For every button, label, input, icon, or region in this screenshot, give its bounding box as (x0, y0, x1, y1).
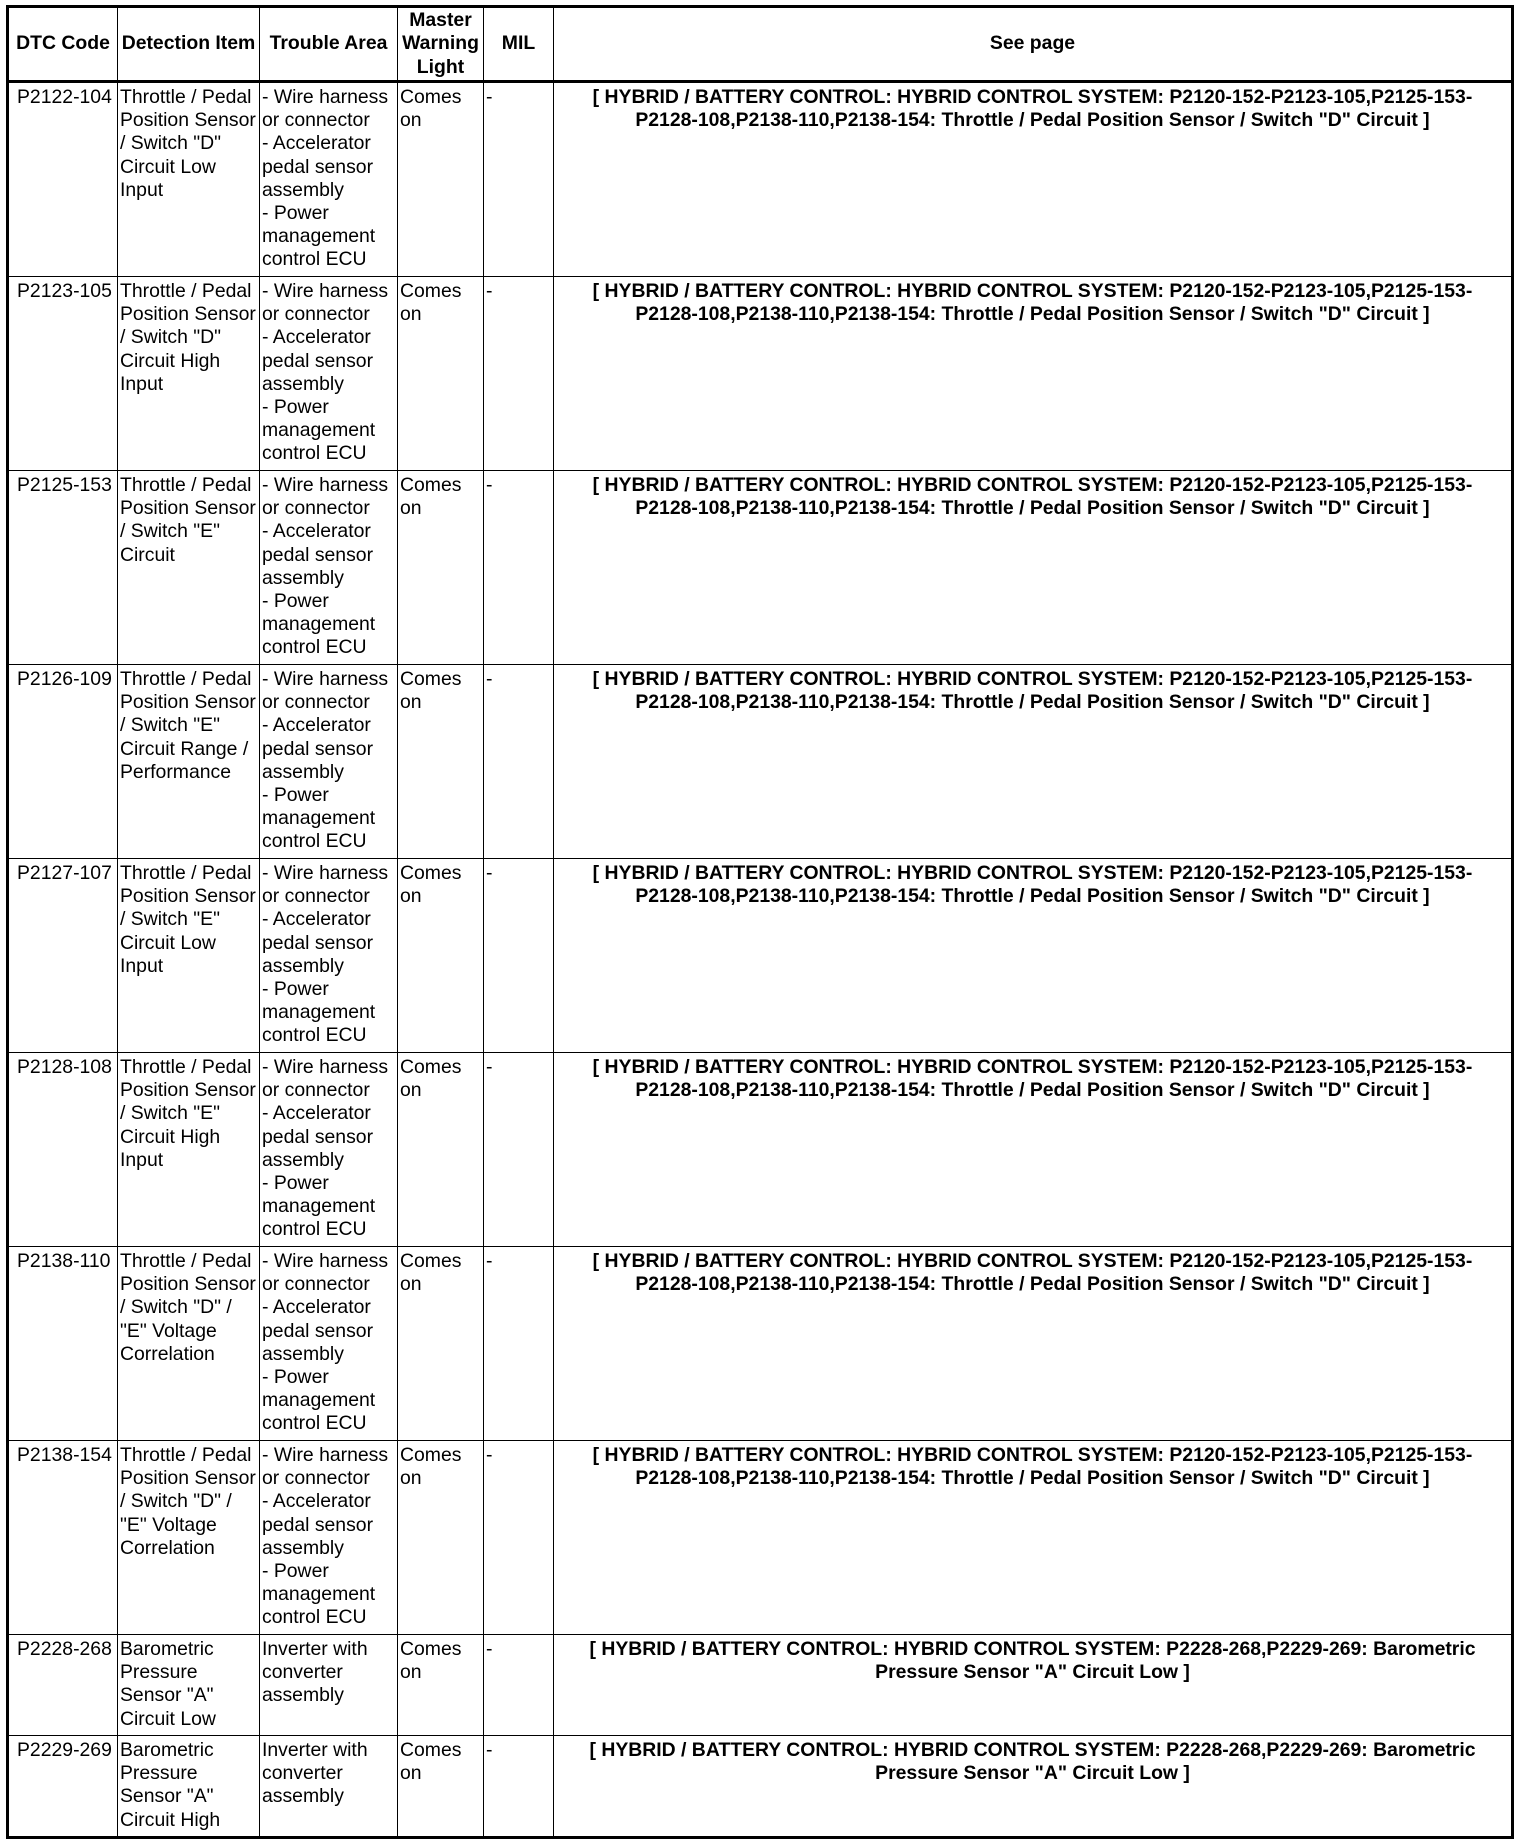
detection-item-cell: Barometric Pressure Sensor "A" Circuit High (118, 1736, 260, 1838)
see-page-cell: [ HYBRID / BATTERY CONTROL: HYBRID CONTROL SYSTEM: P2120-152-P2123-105,P2125-153-P2128-108,P2138-110,P2138-154: Throttle / Pedal Position Sensor / Switch "D" Circuit ] (554, 1441, 1513, 1635)
table-body (8, 82, 1513, 1838)
table-row (8, 1736, 1513, 1838)
master-warning-cell: Comes on (398, 277, 484, 471)
see-page-cell: [ HYBRID / BATTERY CONTROL: HYBRID CONTROL SYSTEM: P2120-152-P2123-105,P2125-153-P2128-108,P2138-110,P2138-154: Throttle / Pedal Position Sensor / Switch "D" Circuit ] (554, 277, 1513, 471)
trouble-area-cell (260, 1053, 398, 1247)
mil-cell: - (484, 471, 554, 665)
master-warning-cell: Comes on (398, 471, 484, 665)
mil-cell: - (484, 277, 554, 471)
trouble-area-line: - Power management control ECU (262, 202, 376, 271)
trouble-area-line: Inverter with converter assembly (262, 1739, 368, 1808)
master-warning-cell: Comes on (398, 1247, 484, 1441)
trouble-area-line: - Wire harness or connector (262, 1056, 389, 1102)
trouble-area-cell (260, 859, 398, 1053)
trouble-area-line: - Power management control ECU (262, 978, 376, 1047)
dtc-code-cell: P2125-153 (8, 471, 118, 665)
table-row (8, 859, 1513, 1053)
trouble-area-cell (260, 665, 398, 859)
trouble-area-cell (260, 1247, 398, 1441)
table-row (8, 277, 1513, 471)
trouble-area-cell (260, 471, 398, 665)
trouble-area-line: - Accelerator pedal sensor assembly (262, 326, 374, 395)
trouble-area-cell (260, 1441, 398, 1635)
trouble-area-line: - Accelerator pedal sensor assembly (262, 1296, 374, 1365)
trouble-area-cell (260, 277, 398, 471)
see-page-cell: [ HYBRID / BATTERY CONTROL: HYBRID CONTROL SYSTEM: P2120-152-P2123-105,P2125-153-P2128-108,P2138-110,P2138-154: Throttle / Pedal Position Sensor / Switch "D" Circuit ] (554, 859, 1513, 1053)
dtc-code-cell: P2127-107 (8, 859, 118, 1053)
trouble-area-line: - Wire harness or connector (262, 668, 389, 714)
master-warning-cell: Comes on (398, 1635, 484, 1736)
dtc-code-cell: P2229-269 (8, 1736, 118, 1838)
dtc-code-cell: P2128-108 (8, 1053, 118, 1247)
trouble-area-line: - Wire harness or connector (262, 862, 389, 908)
trouble-area-line: - Power management control ECU (262, 784, 376, 853)
table-row (8, 82, 1513, 277)
table-row (8, 1247, 1513, 1441)
trouble-area-line: - Wire harness or connector (262, 1444, 389, 1490)
mil-cell: - (484, 1053, 554, 1247)
mil-cell: - (484, 665, 554, 859)
see-page-cell: [ HYBRID / BATTERY CONTROL: HYBRID CONTROL SYSTEM: P2120-152-P2123-105,P2125-153-P2128-108,P2138-110,P2138-154: Throttle / Pedal Position Sensor / Switch "D" Circuit ] (554, 1247, 1513, 1441)
table-header-row (8, 7, 1513, 82)
dtc-code-cell: P2228-268 (8, 1635, 118, 1736)
dtc-code-cell: P2138-154 (8, 1441, 118, 1635)
trouble-area-line: - Power management control ECU (262, 396, 376, 465)
master-warning-cell: Comes on (398, 82, 484, 277)
table-row (8, 1441, 1513, 1635)
detection-item-cell: Barometric Pressure Sensor "A" Circuit Low (118, 1635, 260, 1736)
detection-item-cell: Throttle / Pedal Position Sensor / Switch "E" Circuit (118, 471, 260, 665)
master-warning-cell: Comes on (398, 1053, 484, 1247)
mil-cell: - (484, 1635, 554, 1736)
trouble-area-line: - Power management control ECU (262, 590, 376, 659)
see-page-cell: [ HYBRID / BATTERY CONTROL: HYBRID CONTROL SYSTEM: P2120-152-P2123-105,P2125-153-P2128-108,P2138-110,P2138-154: Throttle / Pedal Position Sensor / Switch "D" Circuit ] (554, 471, 1513, 665)
header-master-warning-light: Master Warning Light (398, 7, 484, 82)
see-page-cell: [ HYBRID / BATTERY CONTROL: HYBRID CONTROL SYSTEM: P2228-268,P2229-269: Barometric Pressure Sensor "A" Circuit Low ] (554, 1736, 1513, 1838)
trouble-area-line: - Accelerator pedal sensor assembly (262, 132, 374, 201)
trouble-area-cell (260, 1736, 398, 1838)
trouble-area-line: - Accelerator pedal sensor assembly (262, 520, 374, 589)
detection-item-cell: Throttle / Pedal Position Sensor / Switch "D" Circuit High Input (118, 277, 260, 471)
trouble-area-line: - Power management control ECU (262, 1366, 376, 1435)
trouble-area-line: - Wire harness or connector (262, 474, 389, 520)
trouble-area-line: - Accelerator pedal sensor assembly (262, 1102, 374, 1171)
trouble-area-line: - Power management control ECU (262, 1172, 376, 1241)
trouble-area-line: Inverter with converter assembly (262, 1638, 368, 1707)
mil-cell: - (484, 859, 554, 1053)
dtc-table (6, 5, 1514, 1839)
detection-item-cell: Throttle / Pedal Position Sensor / Switch "D" / "E" Voltage Correlation (118, 1247, 260, 1441)
trouble-area-cell (260, 1635, 398, 1736)
header-mil: MIL (484, 7, 554, 82)
trouble-area-line: - Wire harness or connector (262, 86, 389, 132)
table-row (8, 471, 1513, 665)
trouble-area-line: - Accelerator pedal sensor assembly (262, 714, 374, 783)
trouble-area-line: - Power management control ECU (262, 1560, 376, 1629)
table-row (8, 1635, 1513, 1736)
trouble-area-line: - Accelerator pedal sensor assembly (262, 908, 374, 977)
master-warning-cell: Comes on (398, 859, 484, 1053)
detection-item-cell: Throttle / Pedal Position Sensor / Switch "D" / "E" Voltage Correlation (118, 1441, 260, 1635)
dtc-code-cell: P2138-110 (8, 1247, 118, 1441)
mil-cell: - (484, 82, 554, 277)
table-row (8, 665, 1513, 859)
table-row (8, 1053, 1513, 1247)
detection-item-cell: Throttle / Pedal Position Sensor / Switch "E" Circuit Low Input (118, 859, 260, 1053)
detection-item-cell: Throttle / Pedal Position Sensor / Switch "E" Circuit High Input (118, 1053, 260, 1247)
master-warning-cell: Comes on (398, 665, 484, 859)
detection-item-cell: Throttle / Pedal Position Sensor / Switch "E" Circuit Range / Performance (118, 665, 260, 859)
detection-item-cell: Throttle / Pedal Position Sensor / Switch "D" Circuit Low Input (118, 82, 260, 277)
see-page-cell: [ HYBRID / BATTERY CONTROL: HYBRID CONTROL SYSTEM: P2120-152-P2123-105,P2125-153-P2128-108,P2138-110,P2138-154: Throttle / Pedal Position Sensor / Switch "D" Circuit ] (554, 665, 1513, 859)
header-detection-item: Detection Item (118, 7, 260, 82)
header-trouble-area: Trouble Area (260, 7, 398, 82)
mil-cell: - (484, 1736, 554, 1838)
dtc-code-cell: P2126-109 (8, 665, 118, 859)
master-warning-cell: Comes on (398, 1441, 484, 1635)
trouble-area-line: - Accelerator pedal sensor assembly (262, 1490, 374, 1559)
trouble-area-line: - Wire harness or connector (262, 280, 389, 326)
see-page-cell: [ HYBRID / BATTERY CONTROL: HYBRID CONTROL SYSTEM: P2228-268,P2229-269: Barometric Pressure Sensor "A" Circuit Low ] (554, 1635, 1513, 1736)
dtc-code-cell: P2122-104 (8, 82, 118, 277)
trouble-area-line: - Wire harness or connector (262, 1250, 389, 1296)
dtc-code-cell: P2123-105 (8, 277, 118, 471)
header-see-page: See page (554, 7, 1513, 82)
trouble-area-cell (260, 82, 398, 277)
header-dtc-code: DTC Code (8, 7, 118, 82)
mil-cell: - (484, 1247, 554, 1441)
master-warning-cell: Comes on (398, 1736, 484, 1838)
see-page-cell: [ HYBRID / BATTERY CONTROL: HYBRID CONTROL SYSTEM: P2120-152-P2123-105,P2125-153-P2128-108,P2138-110,P2138-154: Throttle / Pedal Position Sensor / Switch "D" Circuit ] (554, 1053, 1513, 1247)
mil-cell: - (484, 1441, 554, 1635)
see-page-cell: [ HYBRID / BATTERY CONTROL: HYBRID CONTROL SYSTEM: P2120-152-P2123-105,P2125-153-P2128-108,P2138-110,P2138-154: Throttle / Pedal Position Sensor / Switch "D" Circuit ] (554, 82, 1513, 277)
